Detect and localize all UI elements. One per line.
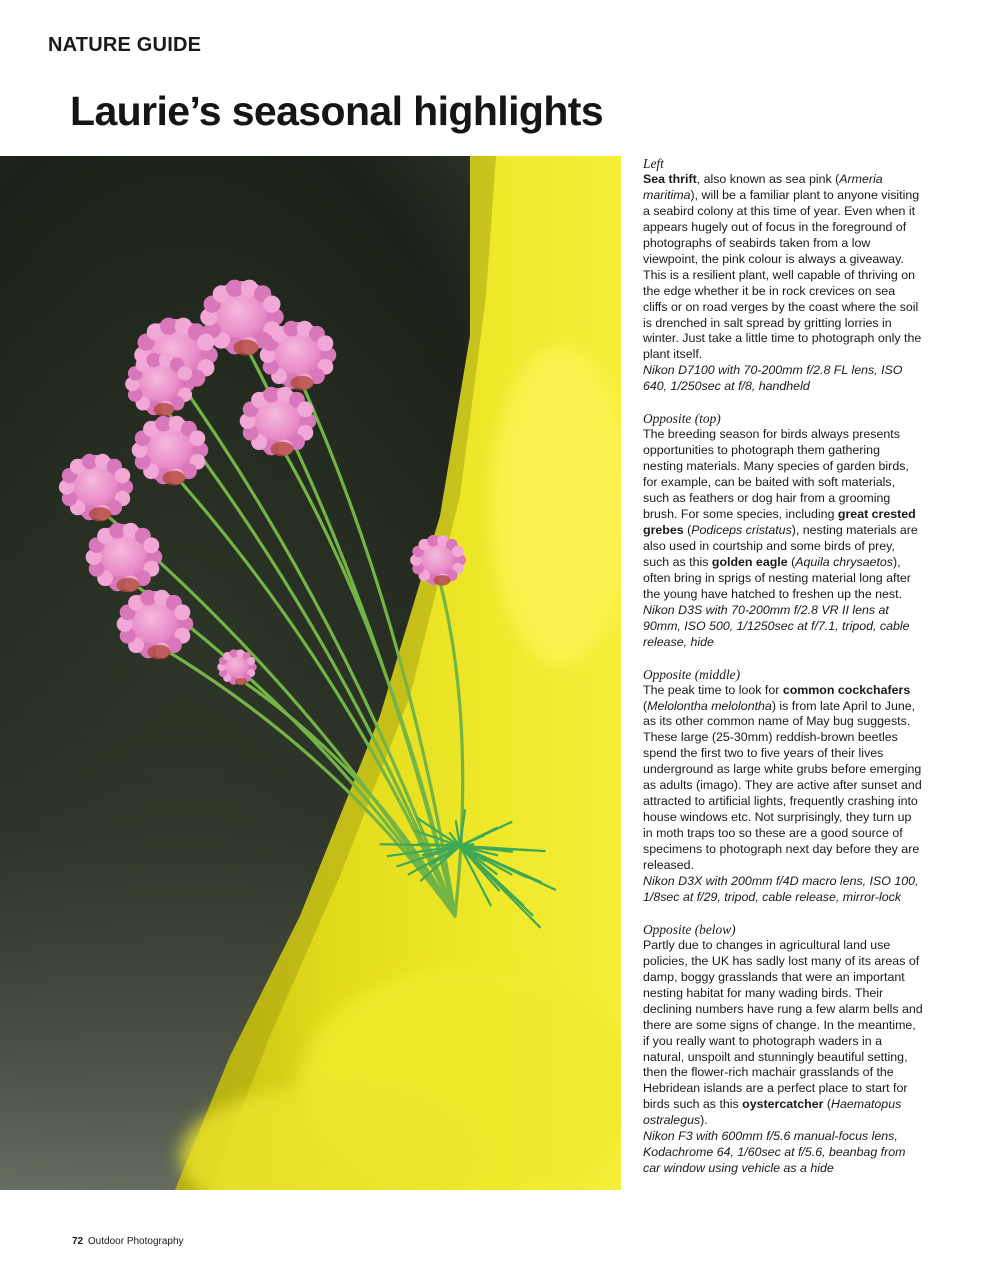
caption-text: The peak time to look for <box>643 682 783 697</box>
caption-camera-settings: Nikon F3 with 600mm f/5.6 manual-focus lens, Kodachrome 64, 1/60sec at f/5.6, beanbag from car window using vehicle as a hide <box>643 1129 906 1176</box>
caption-camera-settings: Nikon D3X with 200mm f/4D macro lens, ISO 100, 1/8sec at f/29, tripod, cable release, mirror-lock <box>643 873 919 904</box>
caption-text: ) is from late April to June, as its other common name of May bug suggests. These large (25-30mm) reddish-brown beetles spend the first two to five years of their lives underground as large white grubs before emerging as adults (imago). They are active after sunset and attracted to artificial lights, frequently crashing into house windows etc. Not surprisingly, they turn up in moth traps too so these are a good source of specimens to photograph next day before they are released. <box>643 698 922 873</box>
caption-text: ). <box>700 1113 708 1128</box>
caption-text: ( <box>643 698 648 713</box>
species-name: common cockchafers <box>782 682 911 697</box>
caption-body <box>643 938 923 1127</box>
page-number: 72 <box>72 1236 84 1247</box>
caption-heading: Opposite (top) <box>643 411 721 427</box>
caption-text: ), often bring in sprigs of nesting material long after the young have hatched to freshen up the nest. <box>643 554 911 601</box>
caption-column <box>643 156 923 1193</box>
caption-camera-settings: Nikon D3S with 70-200mm f/2.8 VR II lens at 90mm, ISO 500, 1/1250sec at f/7.1, tripod, cable release, hide <box>643 602 910 649</box>
caption-text: ), will be a familiar plant to anyone visiting a seabird colony at this time of year. Even when it appears hugely out of focus in the foreground of photographs of seabirds taken from a low viewpoint, the pink colour is always a giveaway. This is a resilient plant, well capable of thriving on the edge whether it be in rock crevices on sea cliffs or on road verges by the coast where the soil is drenched in salt spread by gritting lorries in winter. Just take a little time to photograph only the plant itself. <box>643 187 922 362</box>
caption-body <box>643 172 921 361</box>
caption-heading: Opposite (below) <box>643 921 736 937</box>
caption-text: ( <box>823 1097 832 1112</box>
species-name: oystercatcher <box>742 1097 824 1112</box>
sea-thrift-photo <box>0 156 621 1190</box>
caption-text: ), nesting materials are also used in courtship and some birds of prey, such as this <box>643 522 918 569</box>
caption-text: The breeding season for birds always presents opportunities to photograph them gathering nesting materials. Many species of garden birds, for example, can be baited with soft materials, such as feathers or dog hair from a grooming brush. For some species, including <box>643 427 909 522</box>
latin-name: Haematopus ostralegus <box>643 1097 902 1128</box>
magazine-name: Outdoor Photography <box>87 1236 184 1247</box>
latin-name: Podiceps cristatus <box>691 522 792 537</box>
page-title: Laurie’s seasonal highlights <box>70 88 604 134</box>
page-footer <box>72 1236 184 1247</box>
latin-name: Aquila chrysaetos <box>795 554 894 569</box>
caption-camera-settings: Nikon D7100 with 70-200mm f/2.8 FL lens, ISO 640, 1/250sec at f/8, handheld <box>643 363 903 394</box>
caption-body <box>643 427 918 601</box>
caption-text: , also known as sea pink ( <box>696 171 840 186</box>
caption-left <box>643 156 923 395</box>
caption-text: Partly due to changes in agricultural land use policies, the UK has sadly lost many of its areas of damp, boggy grasslands that were an important nesting habitat for many wading birds. Their declining numbers have rung a few alarm bells and there are some signs of change. In the meantime, if you really want to photograph waders in a natural, unspoilt and stunningly beautiful setting, then the flower-rich machair grasslands of the Hebridean islands are a perfect place to start for birds such as this <box>643 937 923 1112</box>
species-name: golden eagle <box>711 554 788 569</box>
caption-opposite-below <box>643 922 923 1177</box>
caption-heading: Opposite (middle) <box>643 666 741 682</box>
caption-heading: Left <box>643 156 664 171</box>
caption-opposite-top <box>643 411 923 650</box>
species-name: Sea thrift <box>643 171 697 186</box>
caption-opposite-middle <box>643 667 923 906</box>
latin-name: Armeria maritima <box>643 171 883 202</box>
species-name: great crested grebes <box>643 507 916 537</box>
latin-name: Melolontha melolontha <box>647 698 772 713</box>
section-label: NATURE GUIDE <box>48 34 202 56</box>
caption-body <box>643 683 922 872</box>
caption-text: ( <box>787 554 796 569</box>
caption-text: ( <box>683 522 692 537</box>
